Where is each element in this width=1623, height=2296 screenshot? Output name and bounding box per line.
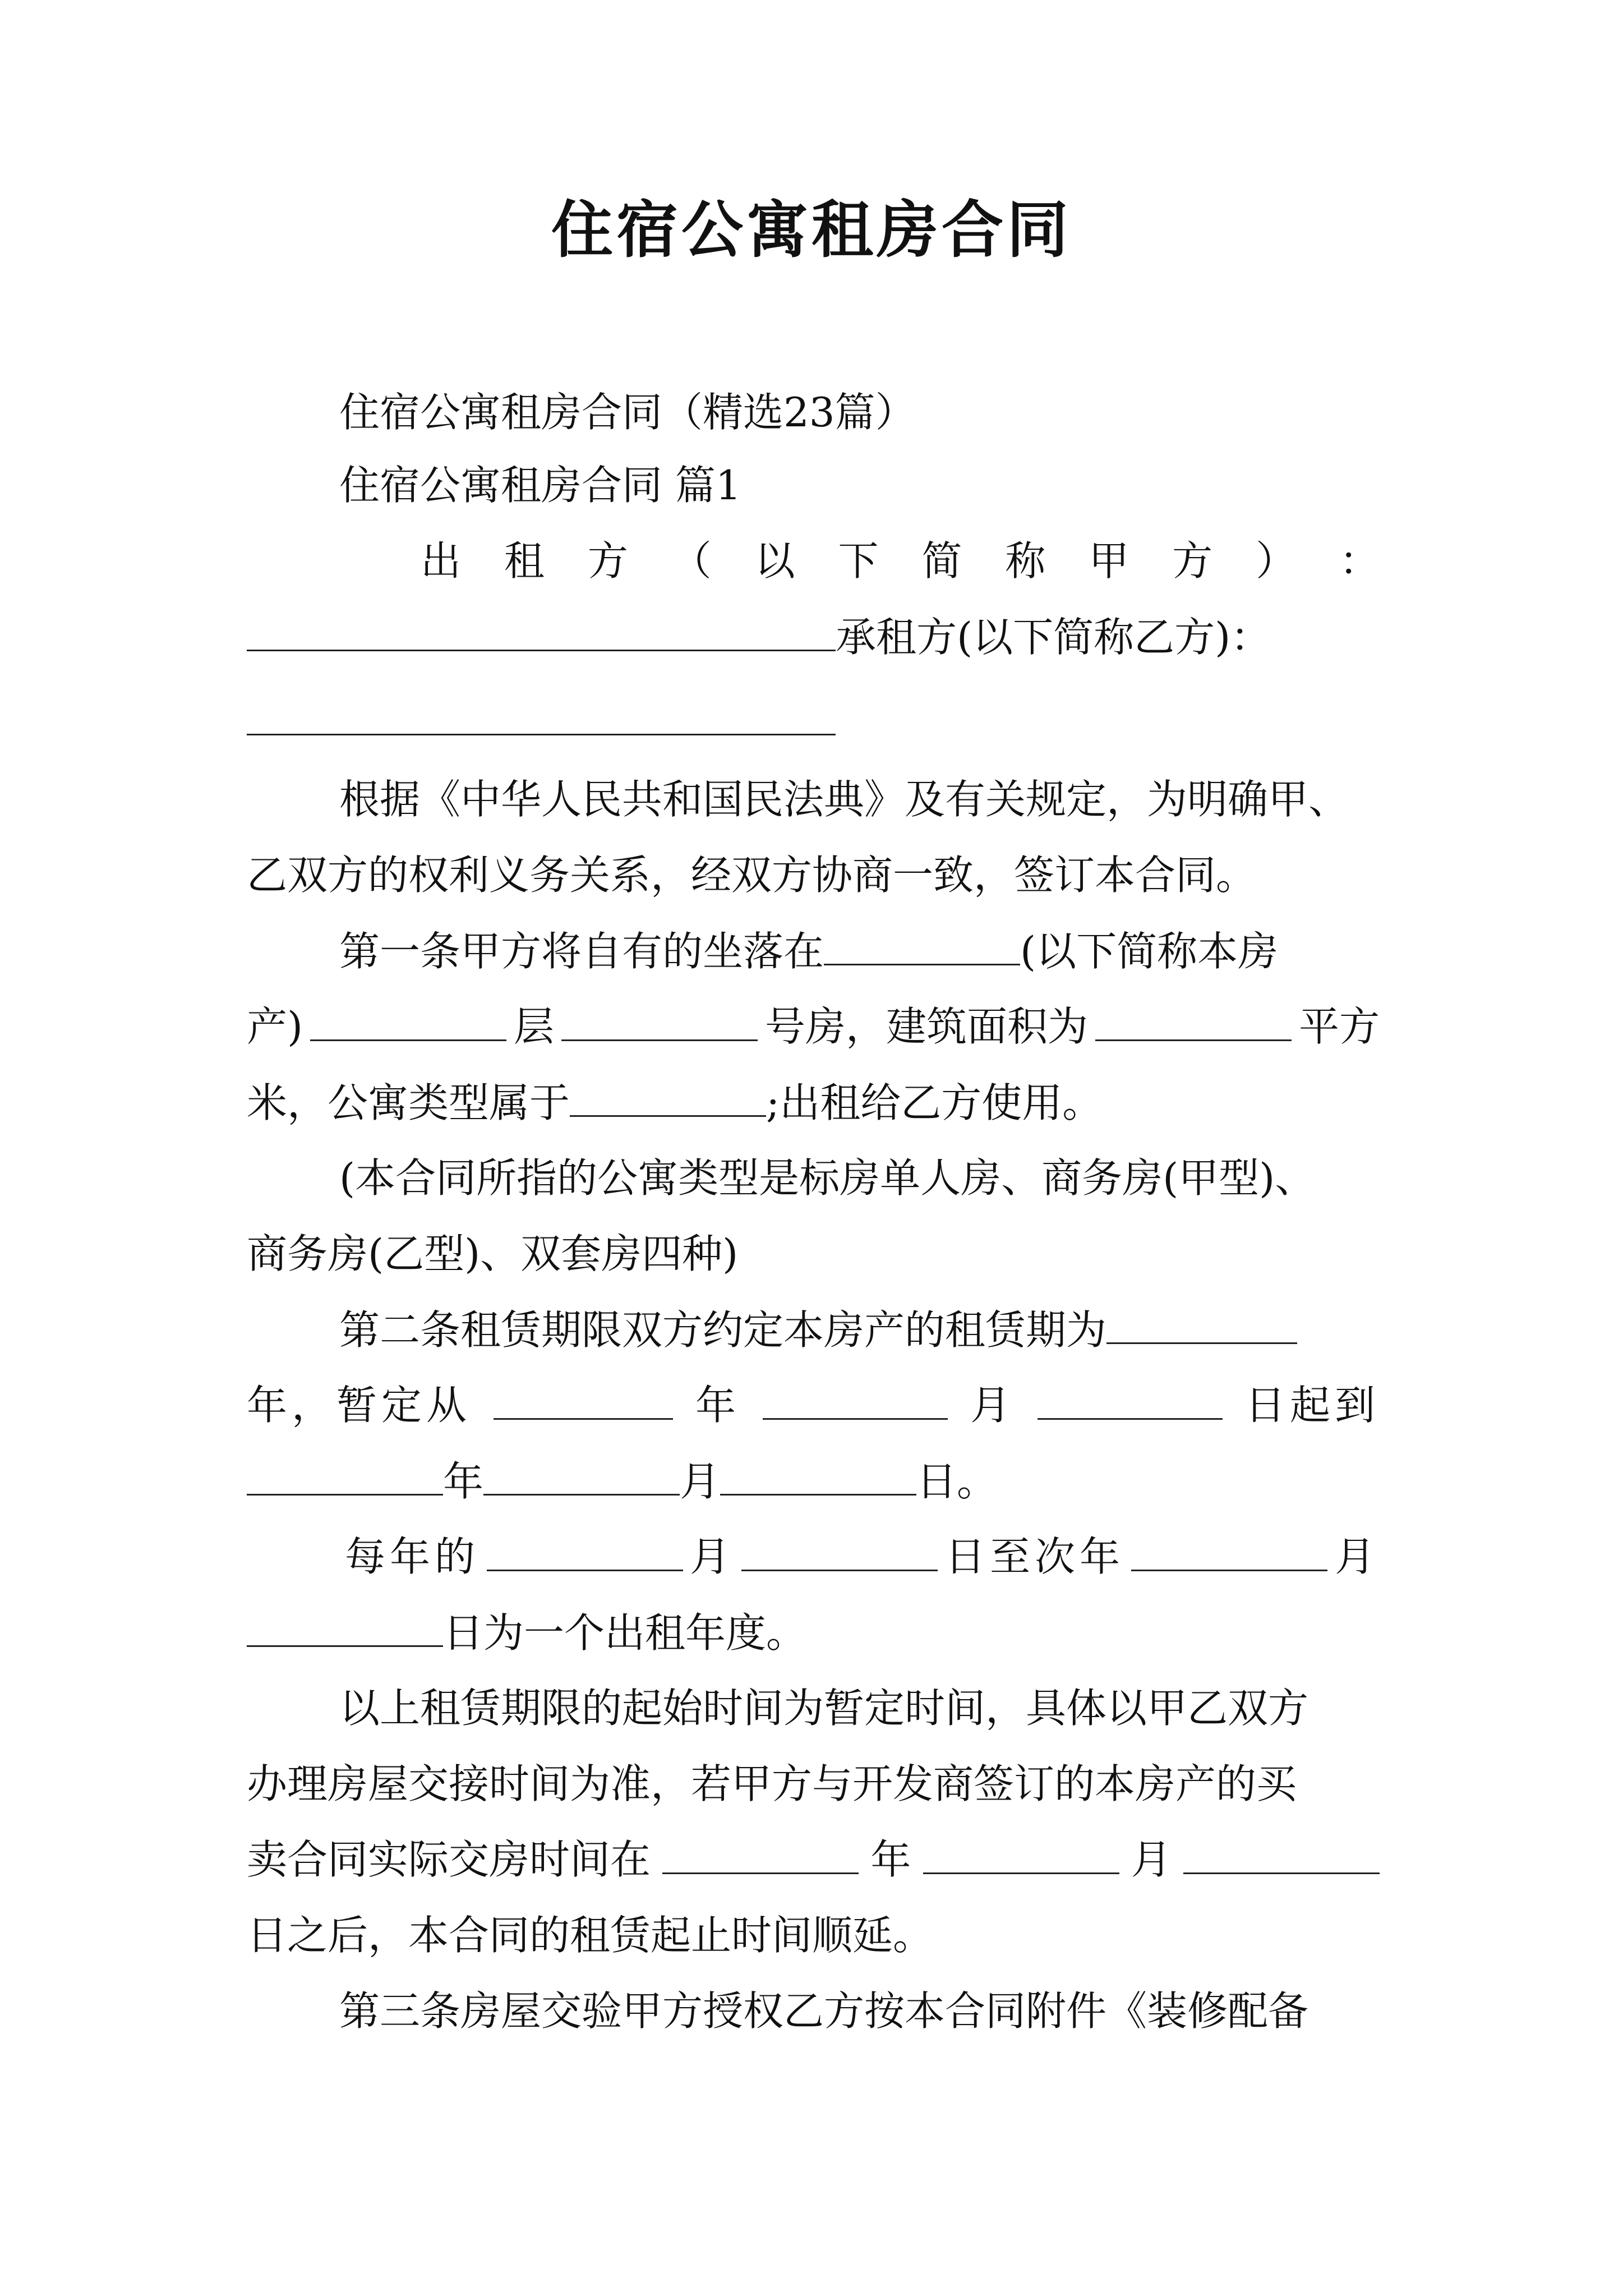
blank-field <box>310 996 506 1041</box>
blank-field <box>570 1071 766 1117</box>
lessor-char: ） <box>1256 537 1297 585</box>
blank-field <box>1038 1374 1223 1420</box>
lessor-char: 方 <box>587 537 628 585</box>
para-2-line-1: 第一条甲方将自有的坐落在 (以下简称本房 <box>339 920 1380 982</box>
section-heading: 住宿公寓租房合同 篇1 <box>339 462 741 509</box>
lessor-char: 方 <box>1172 537 1213 585</box>
para-1-line-1: 根据《中华人民共和国民法典》及有关规定，为明确甲、 <box>339 776 1349 823</box>
para-2-line-2: 产) 层 号房，建筑面积为 平方 <box>247 996 1380 1057</box>
lessor-char: 出 <box>421 537 462 585</box>
blank-field <box>561 996 758 1041</box>
subtitle-line: 住宿公寓租房合同（精选23篇） <box>339 389 916 436</box>
document-title: 住宿公寓租房合同 <box>551 194 1072 266</box>
lessor-char: 简 <box>921 537 962 585</box>
blank-field <box>1095 996 1292 1041</box>
blank-field <box>247 1602 443 1647</box>
blank-field <box>720 1450 916 1496</box>
para-6-line-2: 办理房屋交接时间为准，若甲方与开发商签订的本房产的买 <box>247 1760 1297 1807</box>
lessee-label: 承租方(以下简称乙方)： <box>836 614 1271 661</box>
blank-field <box>763 1374 948 1420</box>
blank-field <box>1131 1526 1327 1571</box>
para-5-line-1: 每年的 月 日至次年 月 <box>345 1526 1380 1588</box>
lessor-char: （ <box>671 537 712 585</box>
para-1-line-2: 乙双方的权利义务关系，经双方协商一致，签订本合同。 <box>247 852 1257 899</box>
blank-field <box>923 1829 1119 1874</box>
blank-field <box>247 1450 443 1496</box>
para-4-line-3: 年 月 日。 <box>247 1450 1380 1512</box>
blank-field <box>487 1526 683 1571</box>
blank-field <box>824 920 1020 965</box>
lessor-char: 租 <box>504 537 545 585</box>
lessor-char: 称 <box>1005 537 1046 585</box>
para-7-line-1: 第三条房屋交验甲方授权乙方按本合同附件《装修配备 <box>339 1987 1309 2035</box>
para-5-line-2: 日为一个出租年度。 <box>247 1602 1380 1664</box>
lessor-char: 以 <box>754 537 795 585</box>
lessor-blank <box>247 606 836 651</box>
lessee-blank <box>247 734 836 735</box>
lessor-char: 下 <box>838 537 879 585</box>
para-4-line-2: 年，暂定从 年 月 日起到 <box>247 1374 1380 1436</box>
para-6-line-1: 以上租赁期限的起始时间为暂定时间，具体以甲乙双方 <box>339 1685 1309 1732</box>
blank-field <box>483 1450 680 1496</box>
blank-field <box>1106 1299 1297 1344</box>
para-3-line-2: 商务房(乙型)、双套房四种) <box>247 1230 739 1277</box>
para-4-line-1: 第二条租赁期限双方约定本房产的租赁期为 <box>339 1299 1380 1361</box>
lessor-line <box>421 530 1380 592</box>
lessor-char: 甲 <box>1089 537 1129 585</box>
lessor-char: ： <box>1339 537 1380 585</box>
blank-field <box>494 1374 673 1420</box>
blank-field <box>1183 1829 1380 1874</box>
para-6-line-4: 日之后，本合同的租赁起止时间顺延。 <box>247 1912 934 1959</box>
lessee-line <box>247 606 1380 668</box>
blank-field <box>741 1526 938 1571</box>
para-3-line-1: (本合同所指的公寓类型是标房单人房、商务房(甲型)、 <box>339 1154 1316 1202</box>
para-6-line-3: 卖合同实际交房时间在 年 月 <box>247 1829 1380 1890</box>
para-2-line-3: 米，公寓类型属于 ;出租给乙方使用。 <box>247 1071 1380 1134</box>
blank-field <box>662 1829 859 1874</box>
